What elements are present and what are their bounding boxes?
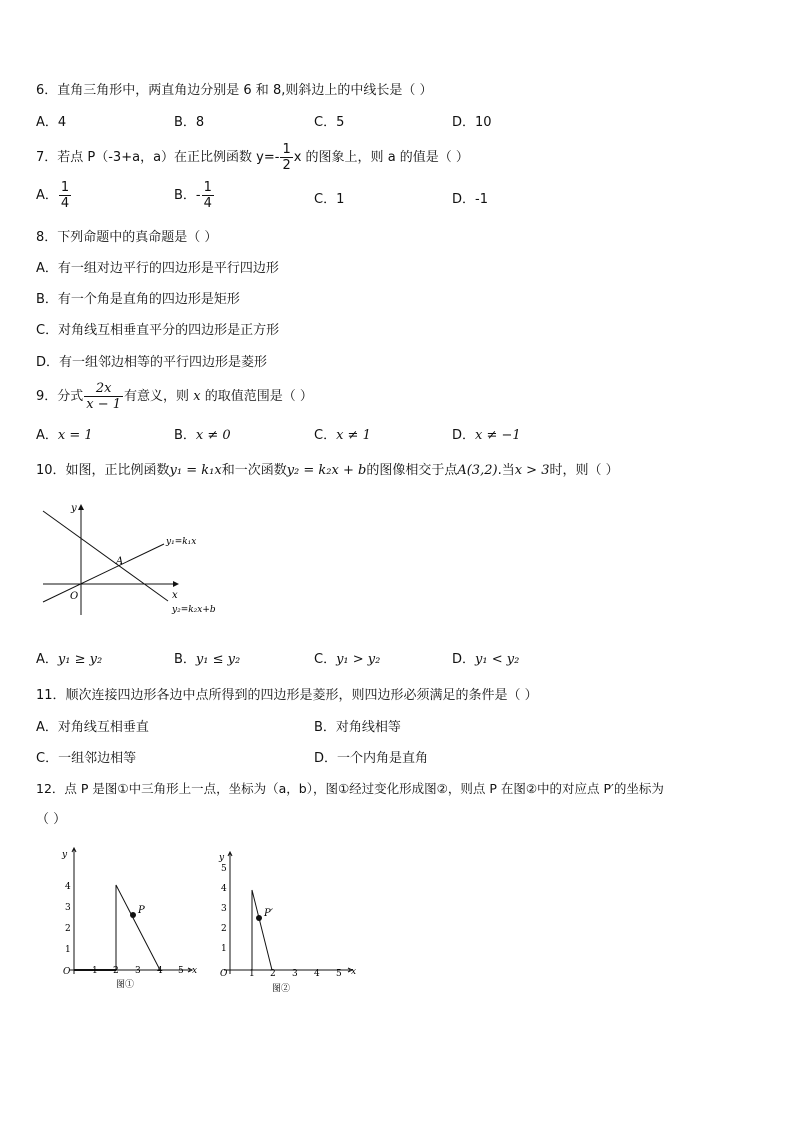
q7-stem-prefix: 7．若点 P（-3+a，a）在正比例函数 y=- [36, 150, 280, 165]
fig2-x-label: x [351, 967, 357, 977]
fig2-y-tick-5: 5 [221, 864, 227, 874]
q7-stem-suffix: x 的图象上，则 a 的值是（ ） [293, 150, 469, 165]
q11-option-b[interactable]: B．对角线相等 [314, 720, 401, 735]
q10-stem-b: 和一次函数 [221, 463, 287, 478]
fig1-origin-label: O [63, 967, 71, 977]
q7-option-b-fraction [202, 180, 214, 211]
q10-option-b-label: B． [174, 652, 196, 667]
q10-option-d-label: D． [452, 652, 476, 667]
fig1-y-tick-2: 2 [65, 924, 71, 934]
q7-option-a-label: A． [36, 188, 58, 203]
q10-eq1: y₁ = k₁x [169, 463, 222, 478]
question-7-stem [36, 142, 469, 173]
q7-frac-num: 1 [282, 142, 291, 157]
fig2-point-label: P′ [264, 908, 273, 919]
q10-line-1-label: y₁=k₁x [166, 537, 197, 547]
fig2-y-tick-4: 4 [221, 884, 227, 894]
q10-option-d-expr: y₁ < y₂ [475, 652, 520, 667]
question-6-stem: 6．直角三角形中，两直角边分别是 6 和 8,则斜边上的中线长是（ ） [36, 83, 433, 98]
question-12-stem-line-2: （ ） [36, 812, 67, 827]
fig1-caption: 图① [116, 980, 135, 990]
fig1-y-tick-3: 3 [65, 903, 71, 913]
q8-option-b[interactable]: B．有一个角是直角的四边形是矩形 [36, 292, 240, 307]
q7-option-a-fraction [59, 180, 71, 211]
q7-option-a-num: 1 [60, 180, 70, 195]
q8-option-d[interactable]: D．有一组邻边相等的平行四边形是菱形 [36, 355, 268, 370]
fig2-x-tick-4: 4 [314, 969, 320, 979]
q10-stem-c: 的图像相交于点 [366, 463, 458, 478]
q7-option-a[interactable] [36, 180, 72, 211]
q6-option-a[interactable]: A．4 [36, 115, 67, 130]
q10-y-label: y [71, 503, 77, 514]
fig2-triangle [252, 890, 272, 970]
q9-stem-prefix: 9．分式 [36, 389, 84, 404]
q9-option-c-expr: x ≠ 1 [336, 428, 371, 443]
fig1-point-label: P [138, 905, 145, 916]
q9-option-d[interactable] [452, 429, 521, 442]
q7-fraction [280, 142, 292, 173]
question-9-stem [36, 381, 313, 412]
q10-point-label: A [116, 556, 124, 567]
q12-figure-1 [58, 842, 203, 992]
question-10-stem [36, 464, 619, 477]
q11-option-c[interactable]: C．一组邻边相等 [36, 751, 137, 766]
fig2-point-p [256, 915, 262, 921]
q9-stem-mid: 有意义，则 [124, 389, 190, 404]
q9-option-a[interactable] [36, 429, 93, 442]
q9-option-a-expr: x = 1 [57, 428, 93, 443]
q11-option-a[interactable]: A．对角线互相垂直 [36, 720, 149, 735]
q12-figure-2 [214, 848, 359, 998]
fig1-y-label: y [62, 850, 68, 860]
q7-option-b-label: B． [174, 188, 196, 203]
fig1-x-tick-1: 1 [92, 966, 98, 976]
q7-option-a-den: 4 [60, 196, 70, 211]
q7-option-b-num: 1 [203, 180, 212, 195]
q10-option-b-expr: y₁ ≤ y₂ [195, 652, 241, 667]
q9-frac-den: x − 1 [86, 397, 122, 412]
q10-option-a-label: A． [36, 652, 58, 667]
q10-origin-label: O [70, 591, 79, 602]
q9-variable: x [193, 389, 201, 404]
q10-option-d[interactable] [452, 653, 519, 666]
q10-figure [36, 500, 236, 620]
q11-option-d[interactable]: D．一个内角是直角 [314, 751, 429, 766]
q8-option-a[interactable]: A．有一组对边平行的四边形是平行四边形 [36, 261, 279, 276]
q10-option-a[interactable] [36, 653, 102, 666]
q9-option-c[interactable] [314, 429, 371, 442]
q7-option-c[interactable]: C．1 [314, 192, 345, 207]
q10-condition: x > 3 [514, 463, 550, 478]
fig2-y-tick-3: 3 [221, 904, 227, 914]
q9-stem-suffix: 的取值范围是（ ） [204, 389, 313, 404]
fig1-point-p [130, 912, 136, 918]
fig2-caption: 图② [272, 984, 291, 994]
fig2-x-tick-2: 2 [270, 969, 276, 979]
q7-option-b-sign: - [195, 188, 201, 203]
q7-frac-den: 2 [282, 158, 291, 173]
q10-stem-a: 10．如图，正比例函数 [36, 463, 170, 478]
q6-option-d[interactable]: D．10 [452, 115, 492, 130]
fig2-y-label: y [219, 853, 225, 863]
q10-line-2-label: y₂=k₂x+b [172, 605, 216, 615]
q10-line-1 [43, 544, 164, 602]
fig2-x-tick-5: 5 [336, 969, 342, 979]
q10-option-c[interactable] [314, 653, 380, 666]
q9-option-b-expr: x ≠ 0 [195, 428, 231, 443]
q10-option-a-expr: y₁ ≥ y₂ [57, 652, 103, 667]
q10-option-c-expr: y₁ > y₂ [336, 652, 381, 667]
fig1-y-tick-1: 1 [65, 945, 71, 955]
question-11-stem: 11．顺次连接四边形各边中点所得到的四边形是菱形，则四边形必须满足的条件是（ ） [36, 688, 538, 703]
q9-frac-num: 2x [84, 381, 123, 397]
question-8-stem: 8．下列命题中的真命题是（ ） [36, 230, 218, 245]
q9-option-d-expr: x ≠ −1 [475, 428, 521, 443]
q10-line-2 [43, 511, 168, 601]
fig2-y-tick-2: 2 [221, 924, 227, 934]
q9-option-d-label: D． [452, 428, 476, 443]
q10-eq2: y₂ = k₂x + b [286, 463, 367, 478]
q6-option-c[interactable]: C．5 [314, 115, 345, 130]
fig1-y-tick-4: 4 [65, 882, 71, 892]
fig2-x-tick-3: 3 [292, 969, 298, 979]
q10-option-b[interactable] [174, 653, 240, 666]
fig1-triangle [116, 885, 160, 970]
q6-option-b[interactable]: B．8 [174, 115, 205, 130]
q9-option-b-label: B． [174, 428, 196, 443]
q9-fraction [84, 381, 123, 412]
fig1-x-tick-4: 4 [157, 966, 163, 976]
fig1-x-tick-2: 2 [113, 966, 119, 976]
q10-option-c-label: C． [314, 652, 337, 667]
q7-option-b-den: 4 [203, 196, 212, 211]
q10-stem-e: 时，则（ ） [549, 463, 619, 478]
fig2-x-tick-1: 1 [249, 969, 255, 979]
q10-x-label: x [172, 590, 178, 601]
q7-option-b[interactable] [174, 180, 215, 211]
question-12-stem-line-1: 12．点 P 是图①中三角形上一点，坐标为（a，b），图①经过变化形成图②，则点 P 在图②中的对应点 P′的坐标为 [36, 781, 664, 796]
q9-option-b[interactable] [174, 429, 231, 442]
q9-option-a-label: A． [36, 428, 58, 443]
q10-point: A(3,2) [457, 463, 498, 478]
fig1-x-tick-3: 3 [135, 966, 141, 976]
q9-option-c-label: C． [314, 428, 337, 443]
fig2-y-tick-1: 1 [221, 944, 227, 954]
q7-option-d[interactable]: D．-1 [452, 192, 488, 207]
fig1-x-tick-5: 5 [178, 966, 184, 976]
q8-option-c[interactable]: C．对角线互相垂直平分的四边形是正方形 [36, 323, 280, 338]
q10-stem-d: .当 [497, 463, 515, 478]
fig1-x-label: x [192, 966, 198, 976]
fig2-origin-label: O [220, 969, 228, 979]
